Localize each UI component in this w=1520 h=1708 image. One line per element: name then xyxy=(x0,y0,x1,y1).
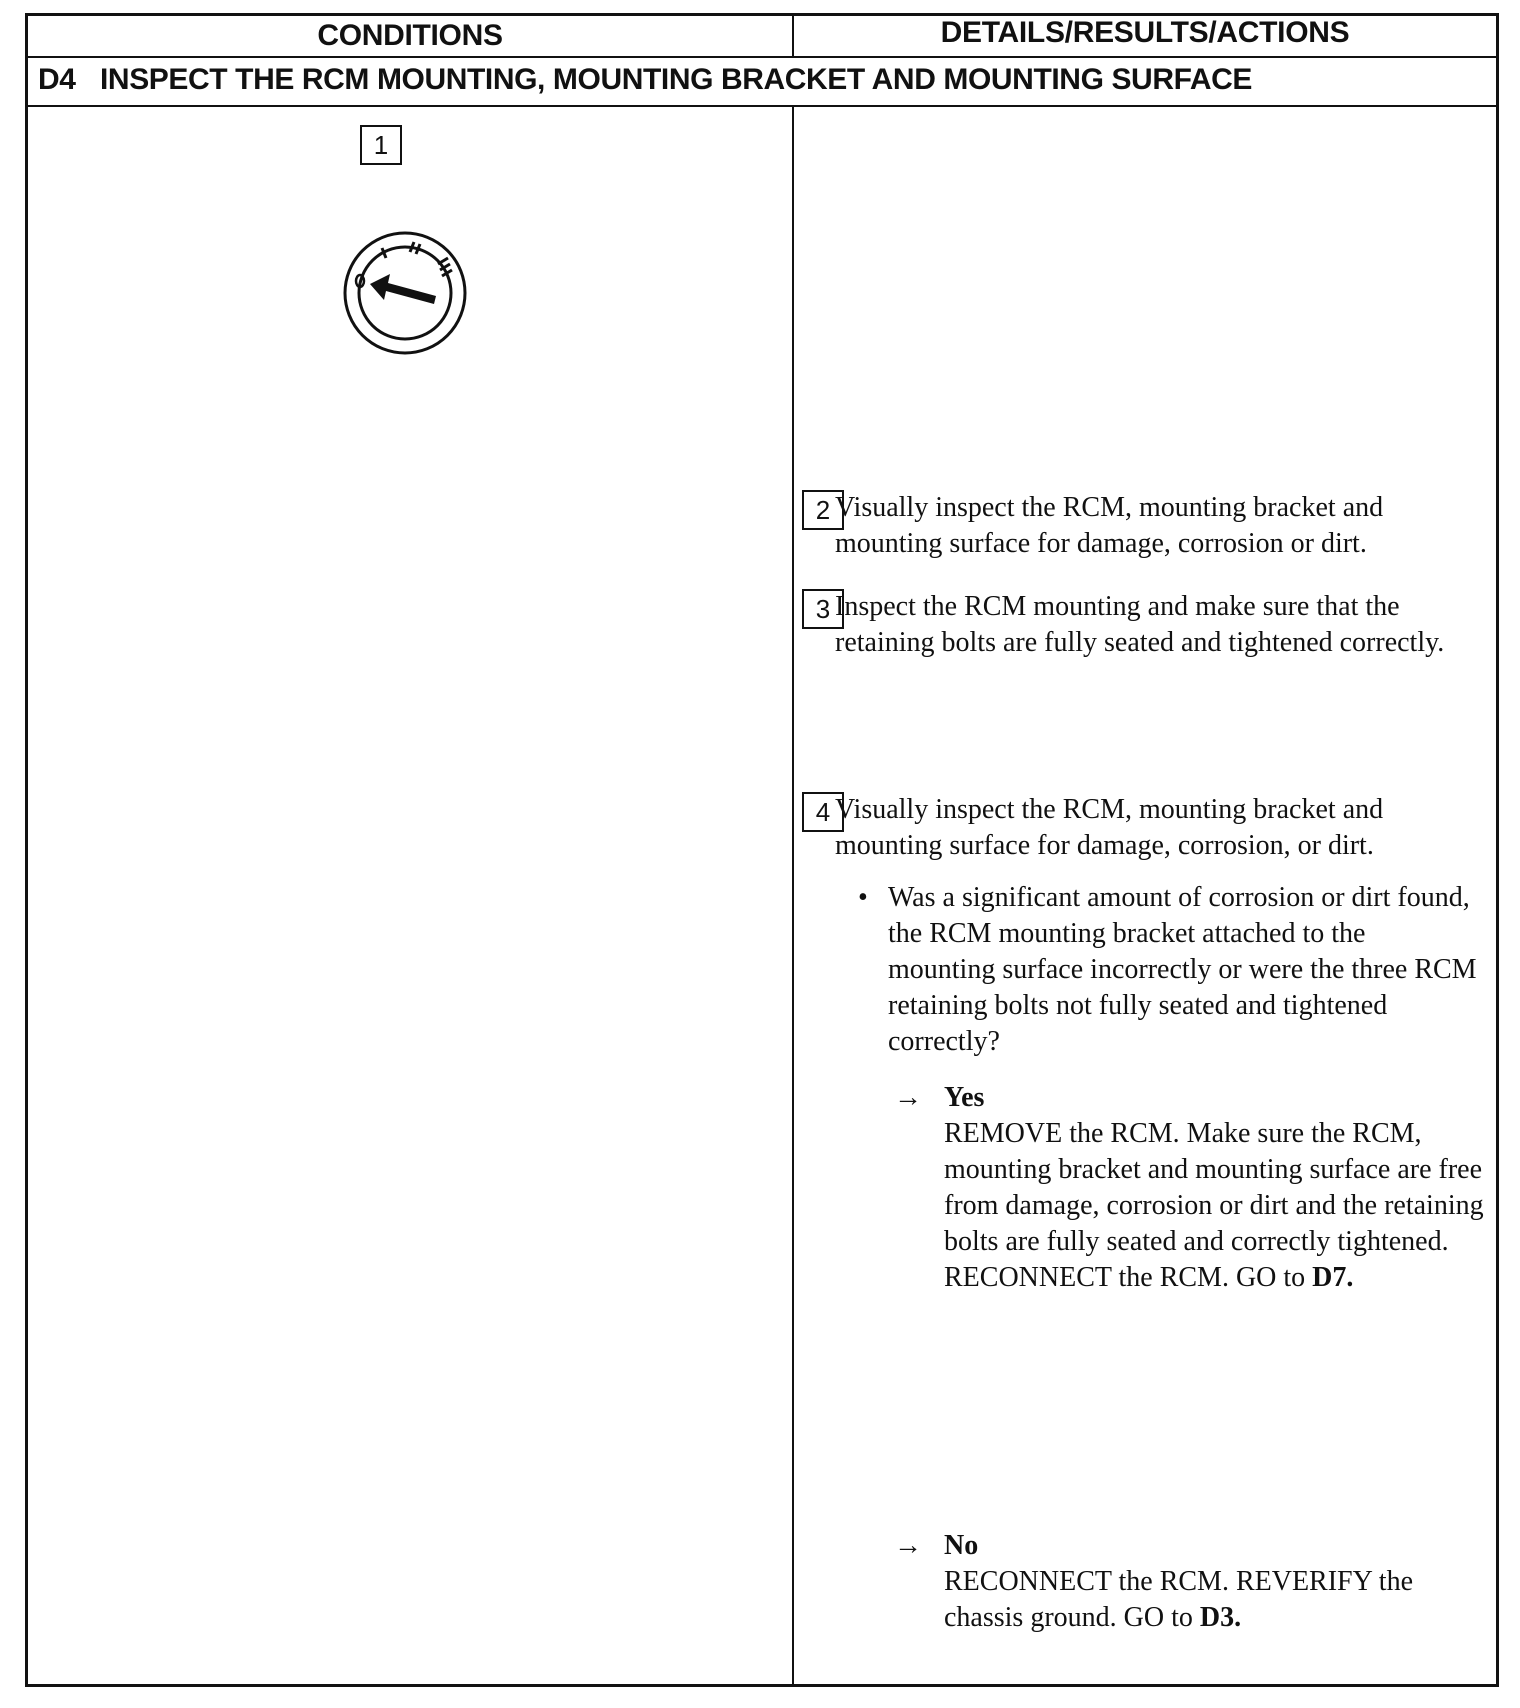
conditions-header: CONDITIONS xyxy=(317,19,503,52)
no-label: No xyxy=(944,1530,979,1561)
no-action-text: RECONNECT the RCM. REVERIFY the chassis ground. GO to xyxy=(944,1566,1414,1633)
yes-action-text: REMOVE the RCM. Make sure the RCM, mounting bracket and mounting surface are free from damage, corrosion or dirt and the retaining bolts are fully seated and correctly tightened. RECONNECT the RCM. GO to xyxy=(944,1118,1484,1293)
no-arrow-icon: → xyxy=(894,1530,922,1561)
step-3-box: 3 xyxy=(802,589,844,629)
step-4-box: 4 xyxy=(802,792,844,832)
body-column-divider xyxy=(792,105,794,1684)
yes-action xyxy=(944,1116,1484,1296)
step-1-box: 1 xyxy=(360,125,402,165)
no-action xyxy=(944,1564,1484,1636)
step-3-text: Inspect the RCM mounting and make sure that the retaining bolts are fully seated and tightened correctly. xyxy=(835,591,1445,658)
section-divider xyxy=(28,105,1496,107)
bullet: • xyxy=(858,882,868,913)
details-header: DETAILS/RESULTS/ACTIONS xyxy=(940,16,1350,49)
step-4-text: Visually inspect the RCM, mounting bracket and mounting surface for damage, corrosion, or dirt. xyxy=(835,794,1384,861)
section-code: D4 xyxy=(38,63,76,96)
section-title xyxy=(38,63,1252,97)
step-2-text: Visually inspect the RCM, mounting bracket and mounting surface for damage, corrosion or dirt. xyxy=(835,492,1384,559)
yes-label: Yes xyxy=(944,1082,985,1113)
step-2-box: 2 xyxy=(802,490,844,530)
no-branch xyxy=(894,1528,1484,1636)
yes-branch xyxy=(894,1080,1484,1296)
question-item xyxy=(858,880,1478,1060)
yes-goto: D7. xyxy=(1312,1262,1354,1293)
ignition-switch-icon xyxy=(340,228,470,363)
yes-arrow-icon: → xyxy=(894,1082,922,1113)
header-divider xyxy=(28,56,1496,58)
question-text: Was a significant amount of corrosion or dirt found, the RCM mounting bracket attached to the mounting surface incorrectly or were the three RCM retaining bolts not fully seated and tightened correctly? xyxy=(888,882,1477,1057)
no-goto: D3. xyxy=(1199,1602,1242,1633)
section-title-text: INSPECT THE RCM MOUNTING, MOUNTING BRACKET AND MOUNTING SURFACE xyxy=(100,63,1252,96)
